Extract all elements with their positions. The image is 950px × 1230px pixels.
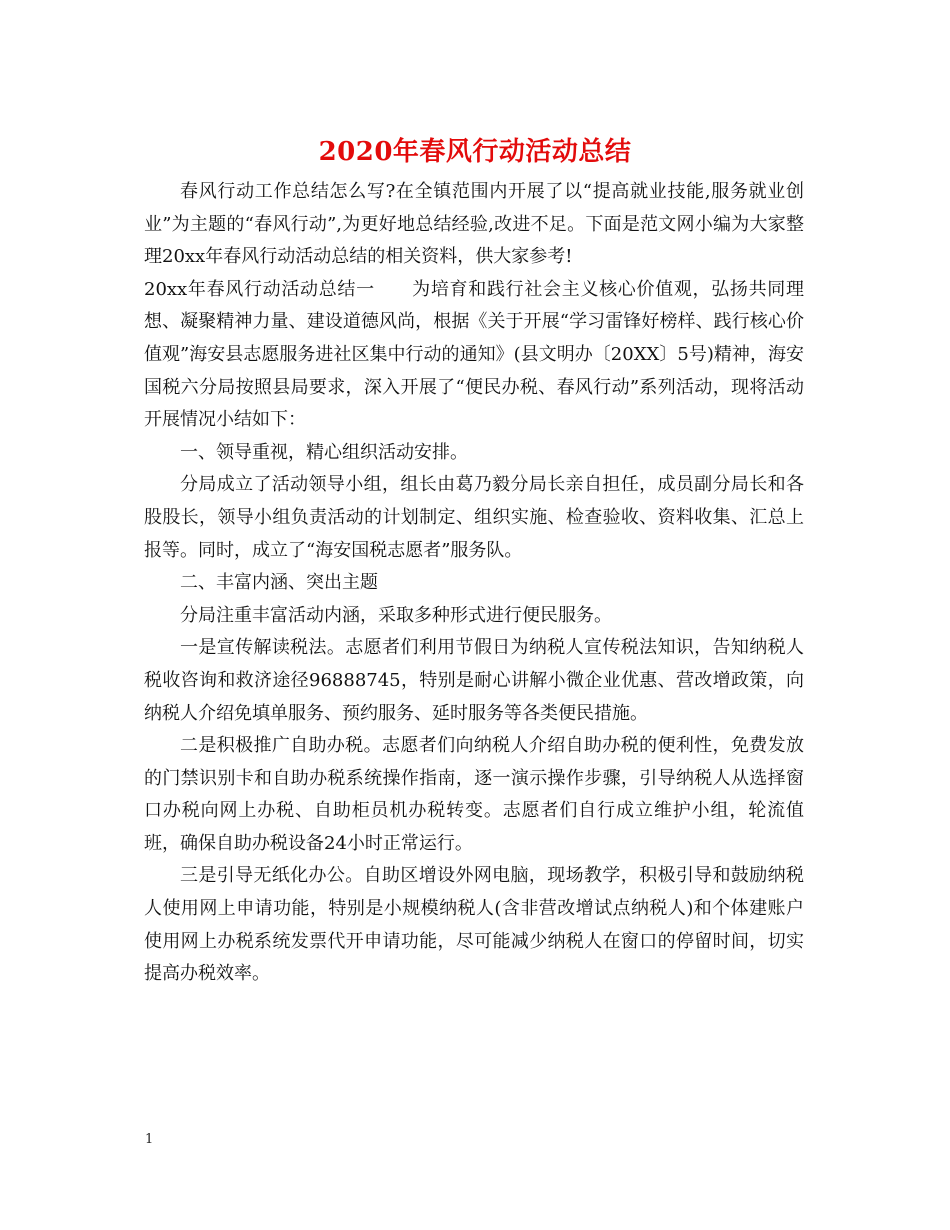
section-heading-one: 一、领导重视，精心组织活动安排。 — [180, 441, 468, 463]
section-heading-two: 二、丰富内涵、突出主题 — [180, 572, 378, 594]
paragraph-paperless: 三是引导无纸化办公。自助区增设外网电脑，现场教学，积极引导和鼓励纳税人使用网上申请功能，特别是小规模纳税人(含非营改增试点纳税人)和个体建账户使用网上办税系统发票代开申请功能，尽可能减少纳税人在窗口的停留时间，切实提高办税效率。 — [144, 865, 804, 985]
document-title: 2020年春风行动活动总结 — [318, 137, 632, 167]
page-number: 1 — [145, 1132, 154, 1147]
document-body — [144, 176, 804, 991]
paragraph-summary-one: 20xx年春风行动活动总结一 为培育和践行社会主义核心价值观，弘扬共同理想、凝聚精神力量、建设道德风尚，根据《关于开展“学习雷锋好榜样、践行核心价值观”海安县志愿服务进社区集中行动的通知》(县文明办〔20XX〕5号)精神，海安国税六分局按照县局要求，深入开展了“便民办税、春风行动”系列活动，现将活动开展情况小结如下： — [144, 278, 804, 431]
paragraph-leadership: 分局成立了活动领导小组，组长由葛乃毅分局长亲自担任，成员副分局长和各股股长，领导小组负责活动的计划制定、组织实施、检查验收、资料收集、汇总上报等。同时，成立了“海安国税志愿者”服务队。 — [144, 474, 804, 561]
paragraph-tax-law: 一是宣传解读税法。志愿者们利用节假日为纳税人宣传税法知识，告知纳税人税收咨询和救济途径96888745，特别是耐心讲解小微企业优惠、营改增政策，向纳税人介绍免填单服务、预约服务、延时服务等各类便民措施。 — [144, 637, 804, 724]
paragraph-self-service: 二是积极推广自助办税。志愿者们向纳税人介绍自助办税的便利性，免费发放的门禁识别卡和自助办税系统操作指南，逐一演示操作步骤，引导纳税人从选择窗口办税向网上办税、自助柜员机办税转变。志愿者们自行成立维护小组，轮流值班，确保自助办税设备24小时正常运行。 — [144, 735, 804, 854]
paragraph-intro: 春风行动工作总结怎么写?在全镇范围内开展了以“提高就业技能,服务就业创业”为主题的“春风行动”,为更好地总结经验,改进不足。下面是范文网小编为大家整理20xx年春风行动活动总结的相关资料，供大家参考! — [144, 181, 804, 268]
paragraph-forms: 分局注重丰富活动内涵，采取多种形式进行便民服务。 — [180, 604, 612, 626]
